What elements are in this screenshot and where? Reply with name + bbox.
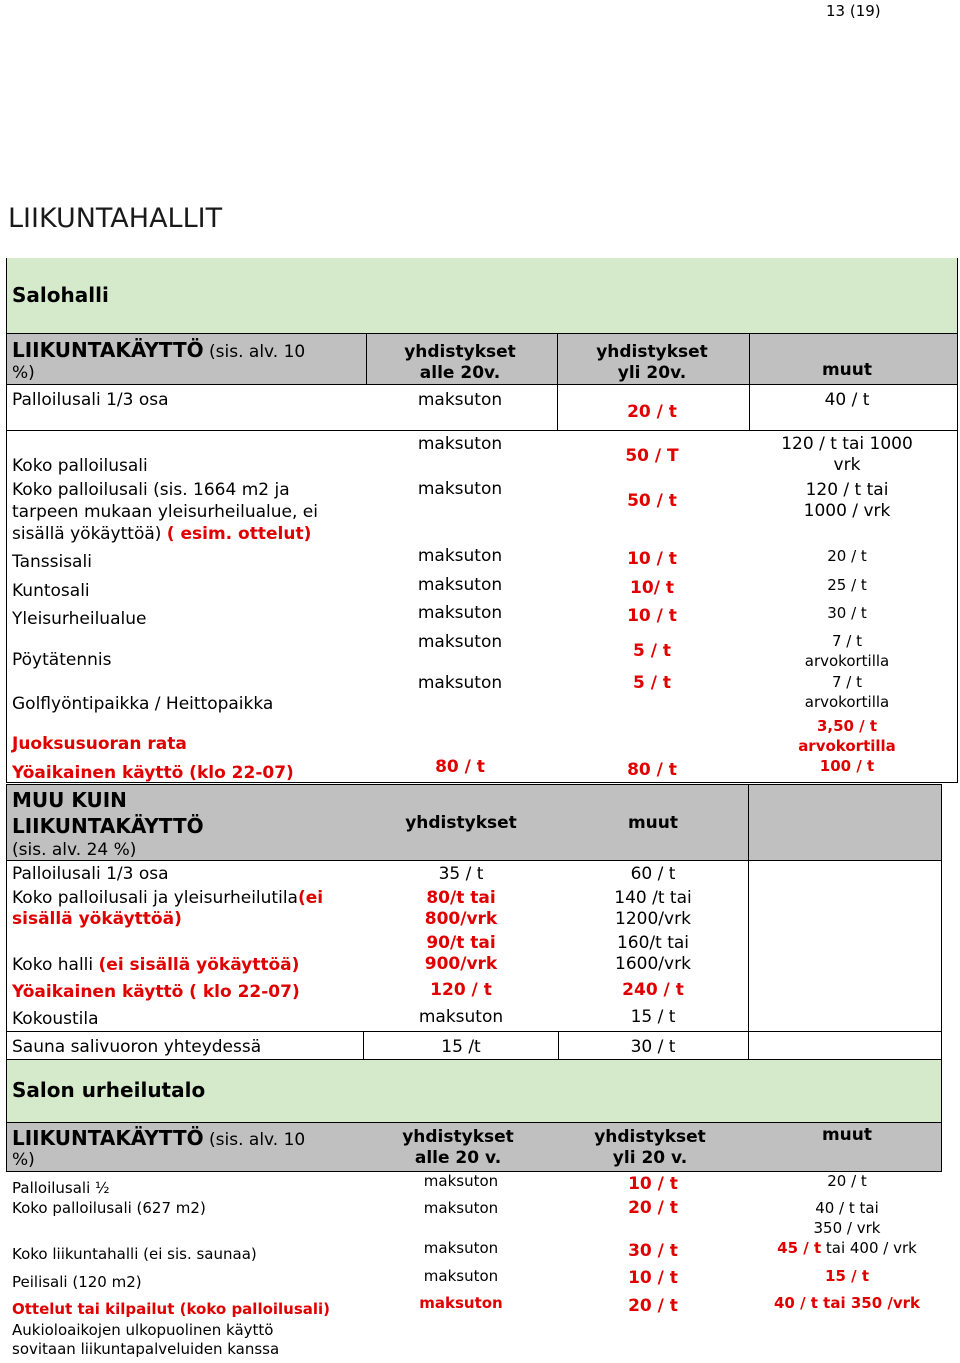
cell-price: 90/t tai 900/vrk (424, 933, 498, 974)
row-yoaikainen-kaytto: Yöaikainen käyttö (klo 22-07) (12, 763, 294, 783)
cell-price: 3,50 / t arvokortilla (798, 717, 896, 755)
cell-price: maksuton (419, 1294, 503, 1312)
other-use-vat: (sis. alv. 24 %) (12, 840, 137, 860)
col-header-over20: yhdistykset yli 20v. (596, 342, 708, 383)
col-header-others: muut (821, 1125, 873, 1145)
row-kokoustila: Kokoustila (12, 1009, 99, 1029)
cell-price: 240 / t (622, 980, 684, 1000)
page-heading: LIIKUNTAHALLIT (8, 203, 223, 234)
cell-price: 120 / t (430, 980, 492, 1000)
cell-price: maksuton (423, 1172, 499, 1190)
cell-price: 5 / t (632, 673, 671, 693)
row-koko-halli: Koko halli (ei sisällä yökäyttöä) (12, 955, 300, 975)
urheilutalo-header-label-2: %) (12, 1150, 35, 1170)
cell-price: 30 / t (628, 1241, 678, 1261)
cell-price: 20 / t (827, 547, 867, 565)
col-header-others: muut (627, 813, 679, 833)
col-header-under20: yhdistykset alle 20 v. (402, 1127, 514, 1168)
cell-price: 20 / t (827, 1172, 867, 1190)
cell-price: 10/ t (630, 578, 674, 598)
col-header-others: muut (821, 360, 873, 380)
row-tanssisali: Tanssisali (12, 552, 92, 572)
cell-price: 40 / t (824, 390, 870, 410)
row-koko-palloilusali: Koko palloilusali (12, 456, 148, 476)
cell-price: 15 /t (441, 1037, 481, 1057)
cell-price: maksuton (417, 673, 503, 693)
cell-price: 120 / t tai 1000 vrk (781, 434, 913, 475)
cell-price: 20 / t (628, 1296, 678, 1316)
cell-price: 30 / t (827, 604, 867, 622)
row-palloilusali-half: Palloilusali ½ (12, 1179, 110, 1197)
salohalli-header-label-2: %) (12, 363, 35, 383)
cell-price: 25 / t (827, 576, 867, 594)
cell-price: 15 / t (825, 1267, 869, 1285)
row-golflyontipaikka: Golflyöntipaikka / Heittopaikka (12, 694, 274, 714)
cell-price: maksuton (417, 479, 503, 499)
row-sauna: Sauna salivuoron yhteydessä (12, 1037, 262, 1057)
cell-price: maksuton (417, 603, 503, 623)
other-use-title: MUU KUIN (12, 788, 127, 812)
cell-price: maksuton (417, 575, 503, 595)
cell-price: 50 / T (625, 446, 679, 466)
page-number: 13 (19) (826, 2, 881, 20)
row-juoksusuoran-rata: Juoksusuoran rata (12, 734, 187, 754)
cell-price: 10 / t (628, 1174, 678, 1194)
cell-price: maksuton (417, 546, 503, 566)
cell-price: maksuton (423, 1199, 499, 1217)
cell-price: 10 / t (627, 549, 677, 569)
cell-price: 80/t tai 800/vrk (424, 888, 498, 929)
row-palloilusali-third: Palloilusali 1/3 osa (12, 864, 169, 884)
cell-price: 35 / t (438, 864, 484, 884)
salohalli-title: Salohalli (12, 283, 109, 307)
salohalli-title-band (6, 258, 957, 333)
cell-price: 40 / t tai 350 /vrk (773, 1294, 920, 1312)
cell-price: 15 / t (630, 1007, 676, 1027)
row-yoaikainen-kaytto: Yöaikainen käyttö ( klo 22-07) (12, 982, 300, 1002)
cell-price: 80 / t (627, 760, 677, 780)
row-koko-palloilusali: Koko palloilusali (627 m2) (12, 1199, 206, 1217)
row-koko-palloilusali-sis: Koko palloilusali (sis. 1664 m2 ja tarpeen mukaan yleisurheilualue, ei sisällä yökäyttöä) ( esim. ottelut) (12, 480, 318, 544)
cell-price: 7 / t arvokortilla (804, 673, 890, 711)
row-kuntosali: Kuntosali (12, 581, 90, 601)
row-koko-liikuntahalli: Koko liikuntahalli (ei sis. saunaa) (12, 1245, 257, 1263)
cell-price: maksuton (423, 1267, 499, 1285)
cell-price: maksuton (418, 1007, 504, 1027)
row-ottelut-kilpailut: Ottelut tai kilpailut (koko palloilusali) (12, 1300, 331, 1318)
cell-price: 50 / t (627, 491, 677, 511)
note-opening-hours: Aukioloaikojen ulkopuolinen käyttö (12, 1321, 274, 1339)
row-yleisurheilualue: Yleisurheilualue (12, 609, 147, 629)
note-agreement: sovitaan liikuntapalveluiden kanssa (12, 1340, 280, 1358)
salohalli-header-label: LIIKUNTAKÄYTTÖ (sis. alv. 10 (12, 338, 306, 362)
col-header-associations: yhdistykset (405, 813, 517, 833)
cell-price: 140 /t tai 1200/vrk (614, 888, 692, 929)
cell-price: 100 / t (819, 757, 875, 775)
cell-price: 30 / t (630, 1037, 676, 1057)
cell-price: 20 / t (628, 1198, 678, 1218)
row-poytatennis: Pöytätennis (12, 650, 112, 670)
cell-price: 7 / t arvokortilla (804, 632, 890, 670)
cell-price: maksuton (423, 1239, 499, 1257)
cell-price: 10 / t (627, 606, 677, 626)
cell-price: maksuton (417, 434, 503, 454)
col-header-over20: yhdistykset yli 20 v. (594, 1127, 706, 1168)
cell-price: 5 / t (632, 641, 671, 661)
other-use-title-2: LIIKUNTAKÄYTTÖ (12, 814, 204, 838)
urheilutalo-header-label: LIIKUNTAKÄYTTÖ (sis. alv. 10 (12, 1126, 306, 1150)
row-koko-palloilusali-yleisurheilutila: Koko palloilusali ja yleisurheilutila(ei sisällä yökäyttöä) (12, 888, 324, 929)
cell-price: maksuton (417, 390, 503, 410)
urheilutalo-title: Salon urheilutalo (12, 1078, 206, 1102)
col-header-under20: yhdistykset alle 20v. (404, 342, 516, 383)
row-peilisali: Peilisali (120 m2) (12, 1273, 142, 1291)
cell-price: 40 / t tai 350 / vrk (813, 1199, 881, 1237)
cell-price: 45 / t tai 400 / vrk (777, 1239, 917, 1257)
cell-price: 10 / t (628, 1268, 678, 1288)
cell-price: maksuton (417, 632, 503, 652)
row-palloilusali-third: Palloilusali 1/3 osa (12, 390, 169, 410)
cell-price: 120 / t tai 1000 / vrk (803, 480, 891, 521)
cell-price: 160/t tai 1600/vrk (615, 933, 691, 974)
cell-price: 80 / t (435, 757, 485, 777)
cell-price: 60 / t (630, 864, 676, 884)
cell-price: 20 / t (627, 402, 677, 422)
